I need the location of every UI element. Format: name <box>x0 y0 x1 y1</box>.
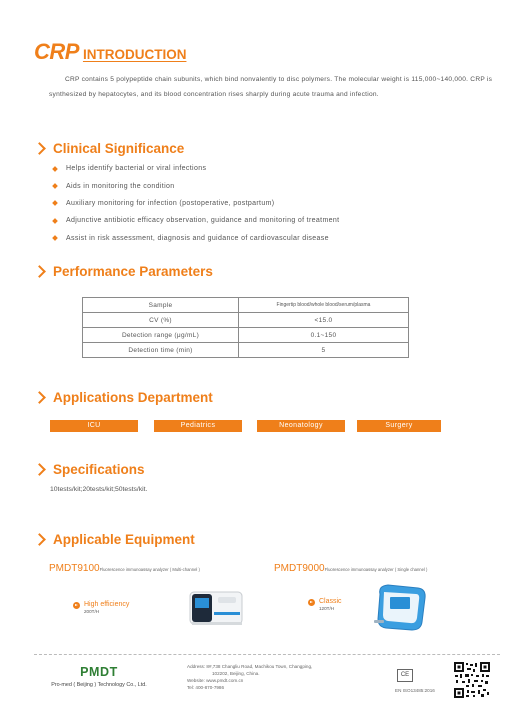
section-title: Specifications <box>53 462 145 477</box>
table-row <box>83 298 409 313</box>
feature-label: Classic <box>319 598 342 605</box>
feature-throughput: 120T/H <box>319 606 335 611</box>
list-item-text: Assist in risk assessment, diagnosis and guidance of cardiovascular disease <box>66 234 329 242</box>
address-line: Address: 8#,738 Changliu Road, Machikou Town, Changping, <box>187 664 313 669</box>
list-item <box>53 195 339 212</box>
arrow-circle-icon <box>308 599 315 606</box>
list-item-text: Adjunctive antibiotic efficacy observation, guidance and monitoring of treatment <box>66 217 340 225</box>
title-introduction: INTRODUCTION <box>82 47 187 62</box>
equipment-desc: Fluorescence immunoassay analyzer ( Single channel ) <box>324 567 428 572</box>
section-title: Applicable Equipment <box>53 532 195 547</box>
section-performance-heading <box>34 264 213 279</box>
department-tag-pediatrics: Pediatrics <box>154 420 242 432</box>
intro-paragraph: CRP contains 5 polypeptide chain subunits, which bind nonvalently to disc polymers. The molecular weight is 115,000~140,000. CRP is synthesized by hepatocytes, and its blood concentration rises sharply during acute trauma and infection. <box>49 76 493 98</box>
table-row <box>83 328 409 343</box>
list-item <box>53 177 339 194</box>
diamond-bullet-icon <box>52 235 58 241</box>
list-item <box>53 160 339 177</box>
equipment-name-9000 <box>274 563 427 574</box>
table-cell: <15.0 <box>239 313 409 328</box>
title-crp: CRP <box>34 39 79 64</box>
table-cell: Sample <box>83 298 239 313</box>
table-row <box>83 313 409 328</box>
arrow-circle-icon <box>73 602 80 609</box>
equipment-model: PMDT9100 <box>49 563 100 574</box>
section-clinical-heading <box>34 141 184 156</box>
section-title: Clinical Significance <box>53 141 185 156</box>
website-line: Website: www.pmdt.com.cn <box>187 678 244 683</box>
diamond-bullet-icon <box>52 183 58 189</box>
table-cell: CV (%) <box>83 313 239 328</box>
feature-throughput: 200T/H <box>84 609 100 614</box>
footer-address <box>187 663 387 691</box>
address-line: 102202, Beijing, China. <box>212 671 260 676</box>
feature-classic <box>308 598 342 612</box>
diamond-bullet-icon <box>52 201 58 207</box>
diamond-bullet-icon <box>52 166 58 172</box>
chevron-right-icon <box>33 391 46 404</box>
diamond-bullet-icon <box>52 218 58 224</box>
pmdt9000-analyzer-image <box>372 582 430 634</box>
section-equipment-heading <box>34 532 195 547</box>
footer-divider <box>34 654 500 655</box>
clinical-list <box>53 160 339 247</box>
iso-certification: EN ISO13485:2016 <box>395 688 435 693</box>
table-cell: Detection range (μg/mL) <box>83 328 239 343</box>
performance-table <box>82 297 409 358</box>
ce-mark-icon: CE <box>397 669 413 682</box>
table-cell: 5 <box>239 343 409 358</box>
department-tag-surgery: Surgery <box>357 420 441 432</box>
pmdt9100-analyzer-image <box>188 588 248 628</box>
list-item <box>53 230 339 247</box>
list-item-text: Aids in monitoring the condition <box>66 182 175 190</box>
page-title <box>34 41 186 63</box>
table-cell: Detection time (min) <box>83 343 239 358</box>
table-cell: Fingertip blood/whole blood/serum/plasma <box>239 298 409 313</box>
qr-code-icon <box>454 662 490 698</box>
section-title: Performance Parameters <box>53 264 213 279</box>
feature-label: High efficiency <box>84 601 130 608</box>
department-tag-neonatology: Neonatology <box>257 420 345 432</box>
feature-high-efficiency <box>73 601 129 615</box>
department-tag-icu: ICU <box>50 420 138 432</box>
section-title: Applications Department <box>53 390 213 405</box>
tel-line: Tel: 400-870-7986 <box>187 685 225 690</box>
equipment-model: PMDT9000 <box>274 563 325 574</box>
footer-brand <box>34 665 164 688</box>
chevron-right-icon <box>33 463 46 476</box>
table-row <box>83 343 409 358</box>
equipment-name-9100 <box>49 563 200 574</box>
table-cell: 0.1~150 <box>239 328 409 343</box>
section-applications-heading <box>34 390 213 405</box>
list-item <box>53 212 339 229</box>
section-specifications-heading <box>34 462 145 477</box>
chevron-right-icon <box>33 142 46 155</box>
list-item-text: Auxiliary monitoring for infection (postoperative, postpartum) <box>66 199 275 207</box>
list-item-text: Helps identify bacterial or viral infections <box>66 165 207 173</box>
company-name: Pro-med ( Beijing ) Technology Co., Ltd. <box>51 682 147 688</box>
equipment-desc: Fluorescence immunoassay analyzer ( Multi-channel ) <box>99 567 200 572</box>
chevron-right-icon <box>33 533 46 546</box>
specifications-text: 10tests/kit;20tests/kit;50tests/kit. <box>50 486 148 493</box>
pmdt-logo: PMDT <box>80 665 118 679</box>
chevron-right-icon <box>33 265 46 278</box>
